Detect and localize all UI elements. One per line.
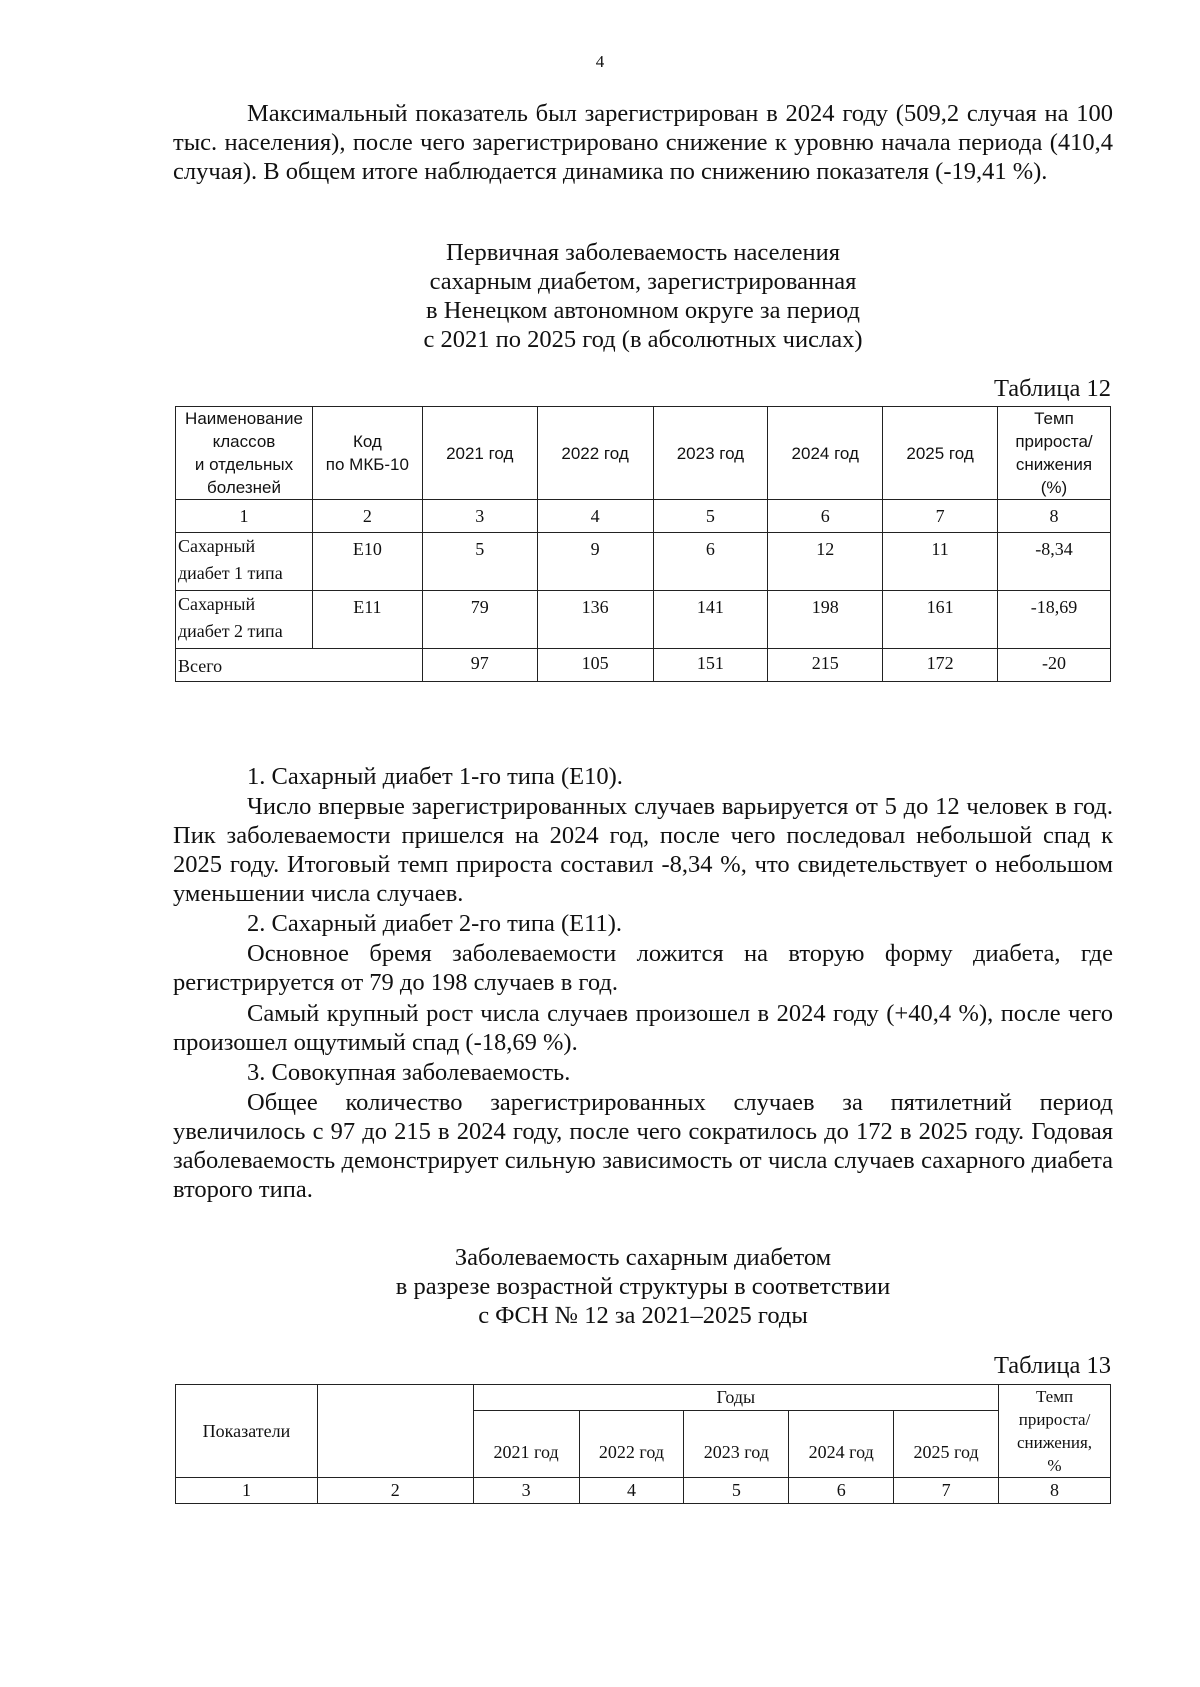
row-code: E10 (312, 533, 422, 591)
table12 (175, 406, 1111, 682)
column-number: 6 (768, 500, 883, 533)
header-year: 2023 год (684, 1411, 789, 1478)
header-name-line: и отдельных (194, 455, 294, 474)
total-value: 172 (883, 649, 998, 682)
total-value: 215 (768, 649, 883, 682)
row-rate: -18,69 (997, 591, 1110, 649)
total-label: Всего (176, 649, 423, 682)
header-year: 2022 год (537, 407, 653, 500)
row-value: 11 (883, 533, 998, 591)
column-number: 6 (789, 1478, 894, 1504)
header-year: 2023 год (653, 407, 768, 500)
total-rate: -20 (997, 649, 1110, 682)
header-code (312, 407, 422, 500)
column-number: 5 (653, 500, 768, 533)
column-number: 1 (176, 1478, 318, 1504)
table12-title-line: с 2021 по 2025 год (в абсолютных числах) (423, 326, 863, 353)
table12-label: Таблица 12 (993, 375, 1111, 402)
table12-title-line: Первичная заболеваемость населения (445, 239, 841, 266)
header-rate-line: снижения, (1016, 1433, 1093, 1452)
row-name-line: Сахарный (178, 536, 256, 556)
row-name-line: Сахарный (178, 594, 256, 614)
table-row (176, 591, 1111, 649)
header-name-line: болезней (207, 478, 281, 497)
row-value: 6 (653, 533, 768, 591)
table13-title-line: с ФСН № 12 за 2021–2025 годы (478, 1302, 808, 1329)
header-rate-line: прироста/ (1015, 432, 1093, 451)
header-rate (997, 407, 1110, 500)
table13-column-numbers (176, 1478, 1111, 1504)
header-rate-line: (%) (1040, 478, 1068, 497)
total-value: 97 (422, 649, 537, 682)
analysis-item2-text-a: Основное бремя заболеваемости ложится на вторую форму диабета, где регистрируется от 79 до 198 случаев в год. (173, 940, 1113, 996)
header-year: 2024 год (789, 1411, 894, 1478)
column-number: 8 (997, 500, 1110, 533)
table13-title-line: Заболеваемость сахарным диабетом (454, 1244, 832, 1271)
analysis-item2-text-b: Самый крупный рост числа случаев произошел в 2024 году (+40,4 %), после чего произошел ощутимый спад (-18,69 %). (173, 1000, 1113, 1056)
table-row-total (176, 649, 1111, 682)
row-value: 161 (883, 591, 998, 649)
row-value: 141 (653, 591, 768, 649)
column-number: 2 (312, 500, 422, 533)
table13 (175, 1384, 1111, 1504)
header-year: 2022 год (579, 1411, 684, 1478)
table12-header-row (176, 407, 1111, 500)
analysis-item1-heading: 1. Сахарный диабет 1-го типа (E10). (247, 763, 623, 790)
column-number: 8 (999, 1478, 1111, 1504)
header-rate-line: прироста/ (1018, 1410, 1091, 1429)
row-name-line: диабет 1 типа (178, 563, 283, 583)
column-number: 4 (537, 500, 653, 533)
header-rate (999, 1385, 1111, 1478)
header-year: 2021 год (422, 407, 537, 500)
header-empty-cell (317, 1385, 473, 1478)
row-name (176, 533, 313, 591)
total-value: 105 (537, 649, 653, 682)
header-rate-line: снижения (1015, 455, 1093, 474)
table13-title (173, 1243, 1113, 1330)
header-code-line: по МКБ-10 (325, 455, 409, 474)
row-value: 136 (537, 591, 653, 649)
table12-title-line: в Ненецком автономном округе за период (426, 297, 860, 324)
table13-title-line: в разрезе возрастной структуры в соответствии (395, 1273, 891, 1300)
header-rate-line: % (1047, 1456, 1062, 1475)
page-number: 4 (595, 52, 605, 71)
row-code: E11 (312, 591, 422, 649)
column-number: 3 (473, 1478, 579, 1504)
header-years-group: Годы (473, 1385, 998, 1411)
column-number: 7 (894, 1478, 999, 1504)
header-rate-line: Темп (1034, 409, 1074, 428)
header-year: 2024 год (768, 407, 883, 500)
header-name-line: классов (212, 432, 276, 451)
table12-title-line: сахарным диабетом, зарегистрированная (429, 268, 857, 295)
total-value: 151 (653, 649, 768, 682)
analysis-item3-heading: 3. Совокупная заболеваемость. (247, 1059, 571, 1086)
header-year: 2025 год (883, 407, 998, 500)
row-value: 79 (422, 591, 537, 649)
column-number: 7 (883, 500, 998, 533)
header-indicators: Показатели (176, 1385, 318, 1478)
header-name-line: Наименование (185, 409, 303, 428)
header-name (176, 407, 313, 500)
column-number: 5 (684, 1478, 789, 1504)
analysis-item3-text: Общее количество зарегистрированных случаев за пятилетний период увеличилось с 97 до 215 в 2024 году, после чего сократилось до 172 в 2025 году. Годовая заболеваемость демонстрирует сильную зависимость от числа случаев сахарного диабета второго типа. (173, 1089, 1113, 1203)
row-name-line: диабет 2 типа (178, 621, 283, 641)
row-rate: -8,34 (997, 533, 1110, 591)
header-year: 2025 год (894, 1411, 999, 1478)
intro-paragraph: Максимальный показатель был зарегистрирован в 2024 году (509,2 случая на 100 тыс. населения), после чего зарегистрировано снижение к уровню начала периода (410,4 случая). В общем итоге наблюдается динамика по снижению показателя (-19,41 %). (173, 100, 1113, 185)
table12-title (173, 238, 1113, 354)
table12-column-numbers (176, 500, 1111, 533)
row-value: 198 (768, 591, 883, 649)
table-row (176, 533, 1111, 591)
table13-label: Таблица 13 (993, 1352, 1111, 1379)
analysis-item1-text: Число впервые зарегистрированных случаев варьируется от 5 до 12 человек в год. Пик заболеваемости пришелся на 2024 год, после чего последовал небольшой спад к 2025 году. Итоговый темп прироста составил -8,34 %, что свидетельствует о небольшом уменьшении числа случаев. (173, 793, 1113, 907)
row-name (176, 591, 313, 649)
row-value: 12 (768, 533, 883, 591)
column-number: 2 (317, 1478, 473, 1504)
column-number: 1 (176, 500, 313, 533)
column-number: 4 (579, 1478, 684, 1504)
header-rate-line: Темп (1035, 1387, 1074, 1406)
analysis-item2-heading: 2. Сахарный диабет 2-го типа (E11). (247, 910, 623, 937)
row-value: 9 (537, 533, 653, 591)
row-value: 5 (422, 533, 537, 591)
header-year: 2021 год (473, 1411, 579, 1478)
table13-header-row (176, 1385, 1111, 1411)
column-number: 3 (422, 500, 537, 533)
header-code-line: Код (352, 432, 382, 451)
